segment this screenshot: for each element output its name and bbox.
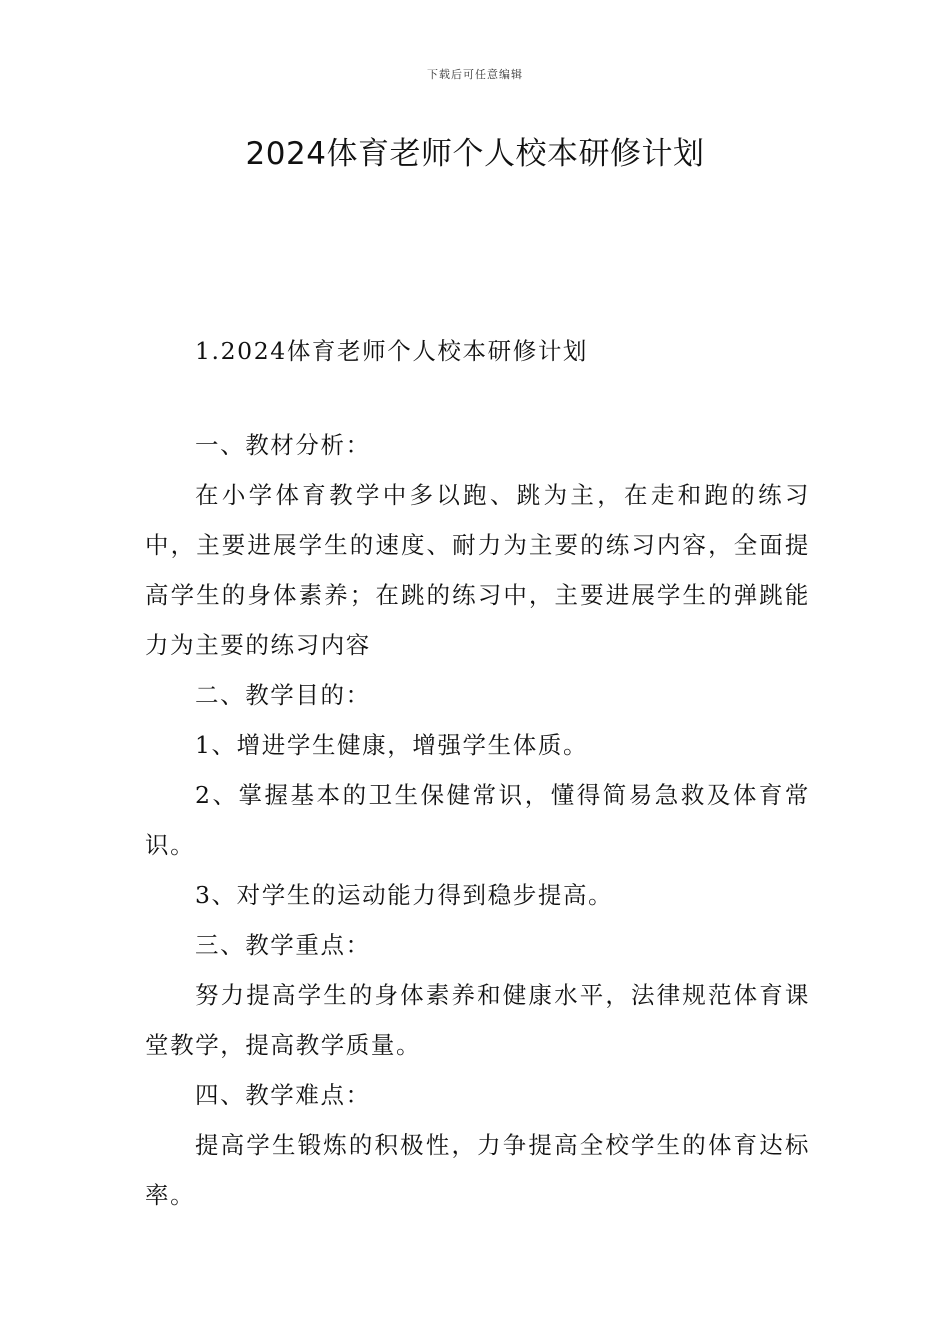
goal-item-1: 1、增进学生健康，增强学生体质。 bbox=[195, 731, 589, 759]
goal-item-3: 3、对学生的运动能力得到稳步提高。 bbox=[195, 881, 614, 909]
document-title: 2024体育老师个人校本研修计划 bbox=[245, 136, 705, 172]
subtitle-block bbox=[145, 326, 810, 376]
section-heading-materials: 一、教材分析： bbox=[195, 431, 371, 459]
document-body bbox=[145, 420, 810, 1220]
paragraph-difficulties: 提高学生锻炼的积极性，力争提高全校学生的体育达标率。 bbox=[145, 1131, 810, 1209]
section-heading-goals: 二、教学目的： bbox=[195, 681, 371, 709]
paragraph-materials-analysis: 在小学体育教学中多以跑、跳为主，在走和跑的练习中，主要进展学生的速度、耐力为主要的练习内容，全面提高学生的身体素养；在跳的练习中，主要进展学生的弹跳能力为主要的练习内容 bbox=[145, 481, 810, 659]
document-subtitle: 1.2024体育老师个人校本研修计划 bbox=[195, 337, 589, 365]
goal-item-2: 2、掌握基本的卫生保健常识，懂得简易急救及体育常识。 bbox=[145, 781, 810, 859]
header-note: 下载后可任意编辑 bbox=[427, 68, 523, 81]
section-heading-key-points: 三、教学重点： bbox=[195, 931, 371, 959]
paragraph-key-points: 努力提高学生的身体素养和健康水平，法律规范体育课堂教学，提高教学质量。 bbox=[145, 981, 810, 1059]
section-heading-difficulties: 四、教学难点： bbox=[195, 1081, 371, 1109]
